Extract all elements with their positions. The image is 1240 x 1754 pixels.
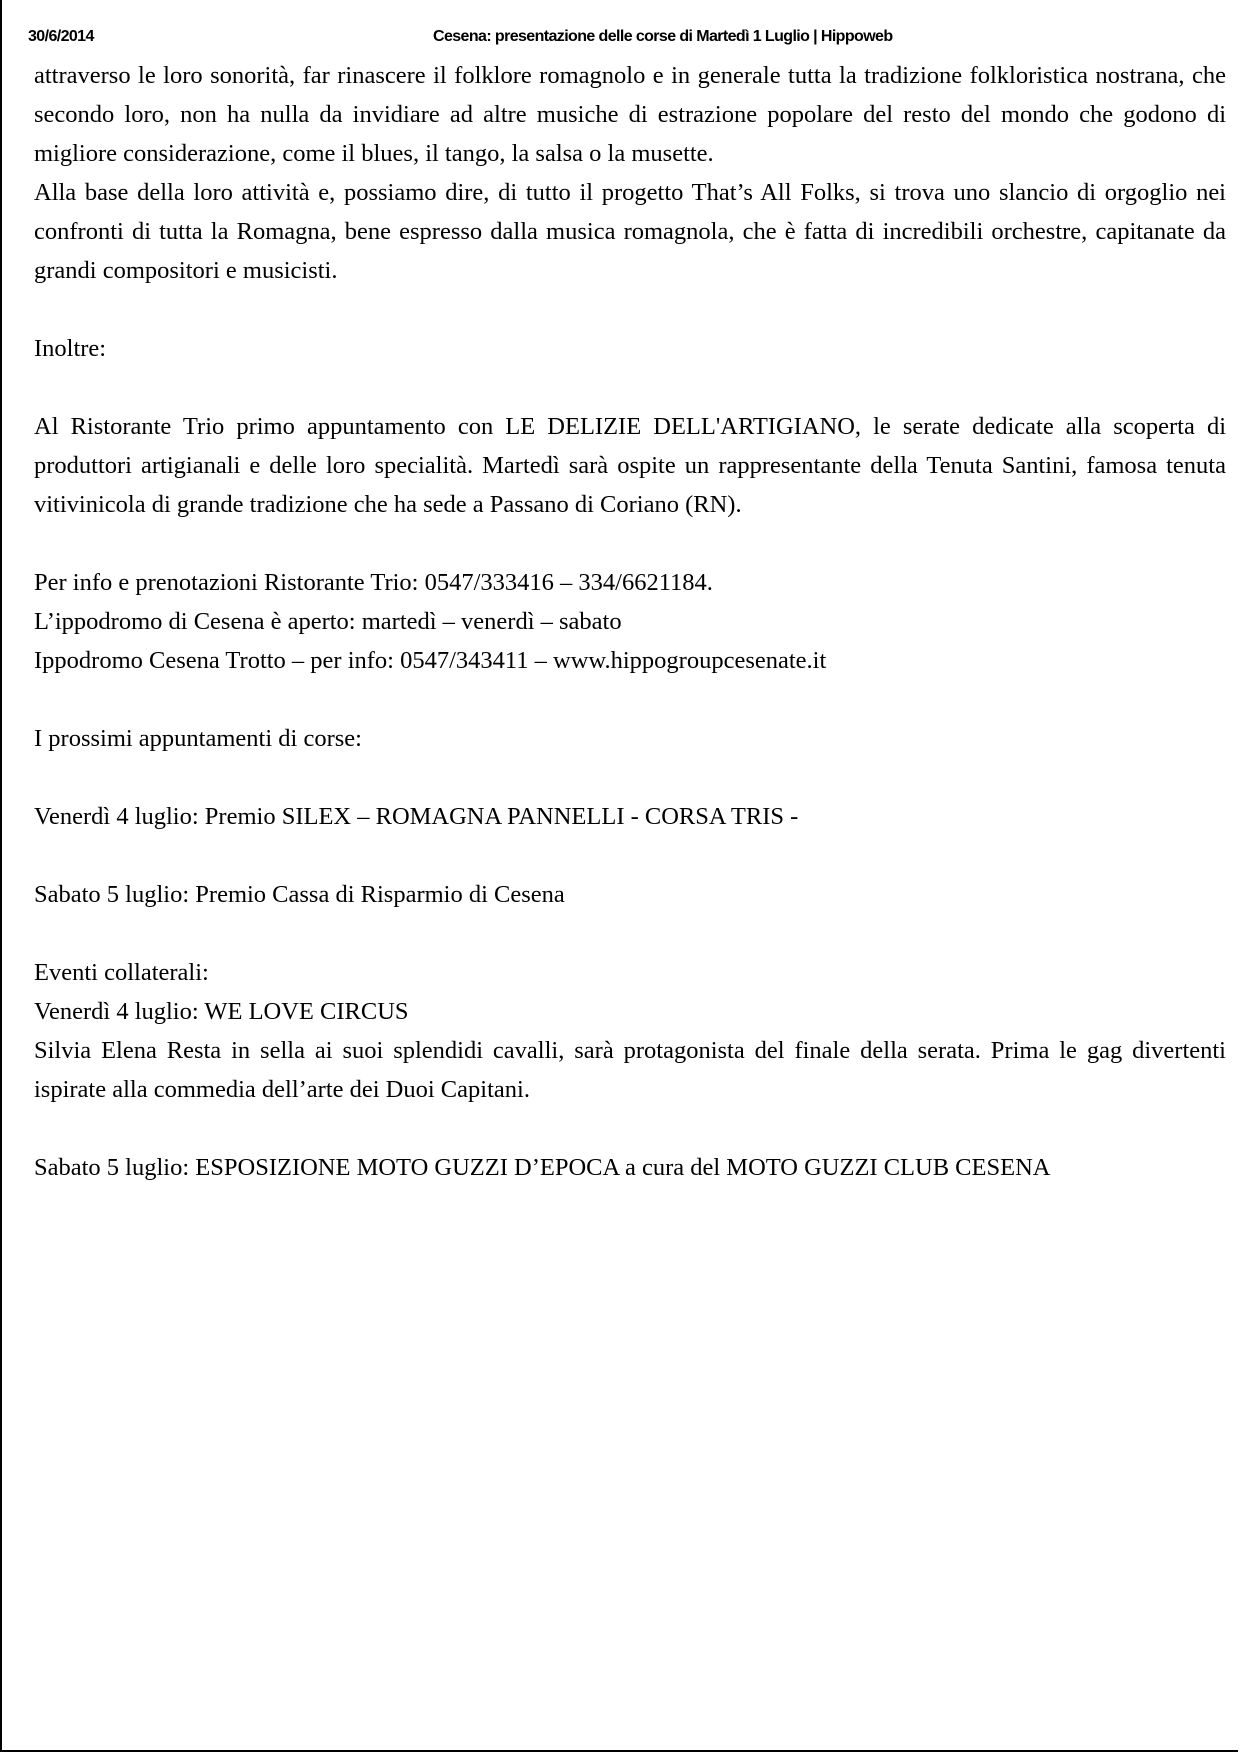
eventi-collaterali-heading: Eventi collaterali: <box>34 959 209 986</box>
info-apertura: L’ippodromo di Cesena è aperto: martedì – venerdì – sabato <box>34 608 622 635</box>
inoltre-label: Inoltre: <box>34 335 107 362</box>
paragraph-progetto: Alla base della loro attività e, possiamo dire, di tutto il progetto That’s All Folks, si trova uno slancio di orgoglio nei confronti di tutta la Romagna, bene espresso dalla musica romagnola, che è fatta di incredibili orchestre, capitanate da grandi compositori e musicisti. <box>34 179 1226 284</box>
prossimi-appuntamenti-heading: I prossimi appuntamenti di corse: <box>34 725 362 752</box>
article-body <box>34 56 1226 1187</box>
print-date: 30/6/2014 <box>28 28 94 45</box>
evento-moto-guzzi: Sabato 5 luglio: ESPOSIZIONE MOTO GUZZI D’EPOCA a cura del MOTO GUZZI CLUB CESENA <box>34 1154 1051 1181</box>
race-venerdi: Venerdì 4 luglio: Premio SILEX – ROMAGNA PANNELLI - CORSA TRIS - <box>34 803 799 830</box>
print-page-title: Cesena: presentazione delle corse di Martedì 1 Luglio | Hippoweb <box>433 28 893 45</box>
print-header <box>28 28 1212 50</box>
evento-circus-title: Venerdì 4 luglio: WE LOVE CIRCUS <box>34 998 409 1025</box>
race-sabato: Sabato 5 luglio: Premio Cassa di Risparmio di Cesena <box>34 881 565 908</box>
paragraph-folklore: attraverso le loro sonorità, far rinascere il folklore romagnolo e in generale tutta la tradizione folkloristica nostrana, che secondo loro, non ha nulla da invidiare ad altre musiche di estrazione popolare del resto del mondo che godono di migliore considerazione, come il blues, il tango, la salsa o la musette. <box>34 62 1226 167</box>
info-ippodromo: Ippodromo Cesena Trotto – per info: 0547/343411 – www.hippogroupcesenate.it <box>34 647 827 674</box>
paragraph-ristorante: Al Ristorante Trio primo appuntamento con LE DELIZIE DELL'ARTIGIANO, le serate dedicate alla scoperta di produttori artigianali e delle loro specialità. Martedì sarà ospite un rappresentante della Tenuta Santini, famosa tenuta vitivinicola di grande tradizione che ha sede a Passano di Coriano (RN). <box>34 413 1226 518</box>
evento-circus-description: Silvia Elena Resta in sella ai suoi splendidi cavalli, sarà protagonista del finale della serata. Prima le gag divertenti ispirate alla commedia dell’arte dei Duoi Capitani. <box>34 1037 1226 1103</box>
info-prenotazioni: Per info e prenotazioni Ristorante Trio: 0547/333416 – 334/6621184. <box>34 569 713 596</box>
